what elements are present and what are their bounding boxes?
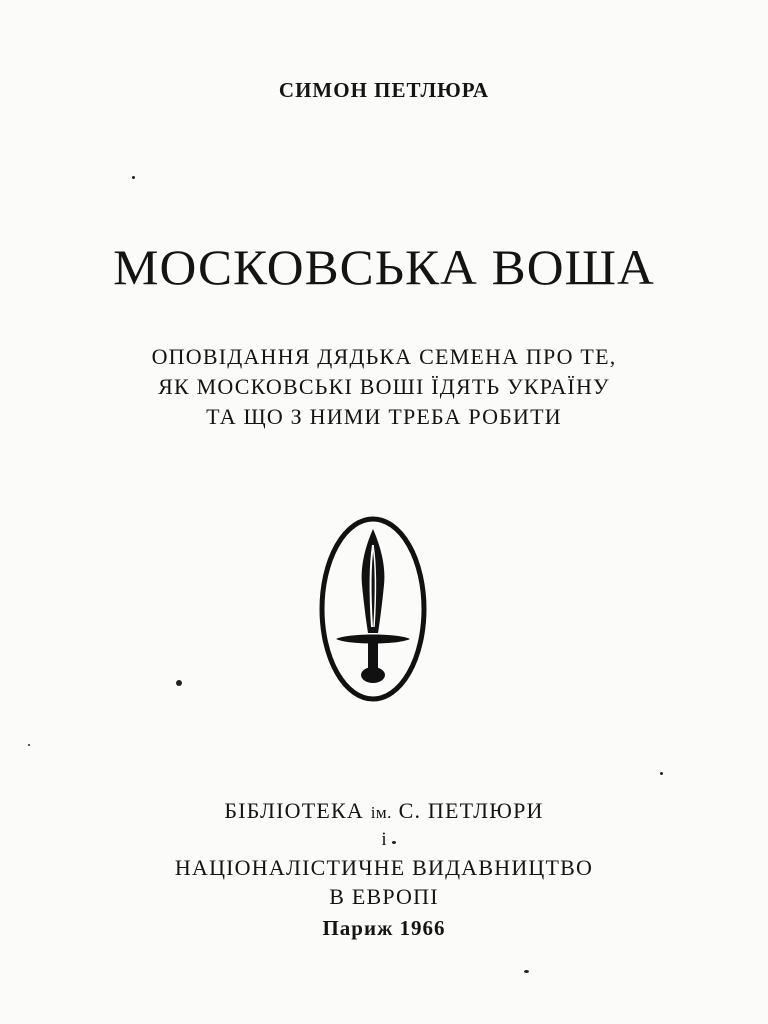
publisher-prefix: БІБЛІОТЕКА [224,798,371,823]
place-and-year: Париж 1966 [322,916,446,940]
scan-speck [392,841,396,844]
subtitle-line-2: ЯК МОСКОВСЬКІ ВОШІ ЇДЯТЬ УКРАЇНУ [158,374,610,399]
publisher-suffix: С. ПЕТЛЮРИ [391,798,544,823]
sword-in-oval-icon [318,515,428,703]
publisher-line-1 [0,798,768,824]
scan-speck [132,176,135,179]
scan-speck [524,970,529,973]
book-title: МОСКОВСЬКА ВОША [113,239,655,295]
publisher-abbr: ім. [370,803,392,822]
subtitle-line-1: ОПОВІДАННЯ ДЯДЬКА СЕМЕНА ПРО ТЕ, [151,344,617,369]
subtitle-line-3: ТА ЩО З НИМИ ТРЕБА РОБИТИ [206,404,562,429]
scan-speck [660,772,663,775]
publisher-conjunction: і [381,829,387,850]
scan-speck [176,680,182,686]
publisher-line-3: В ЕВРОПІ [329,884,439,909]
author-name: СИМОН ПЕТЛЮРА [278,78,490,102]
scan-speck [28,744,30,746]
publisher-line-2: НАЦІОНАЛІСТИЧНЕ ВИДАВНИЦТВО [174,855,594,880]
